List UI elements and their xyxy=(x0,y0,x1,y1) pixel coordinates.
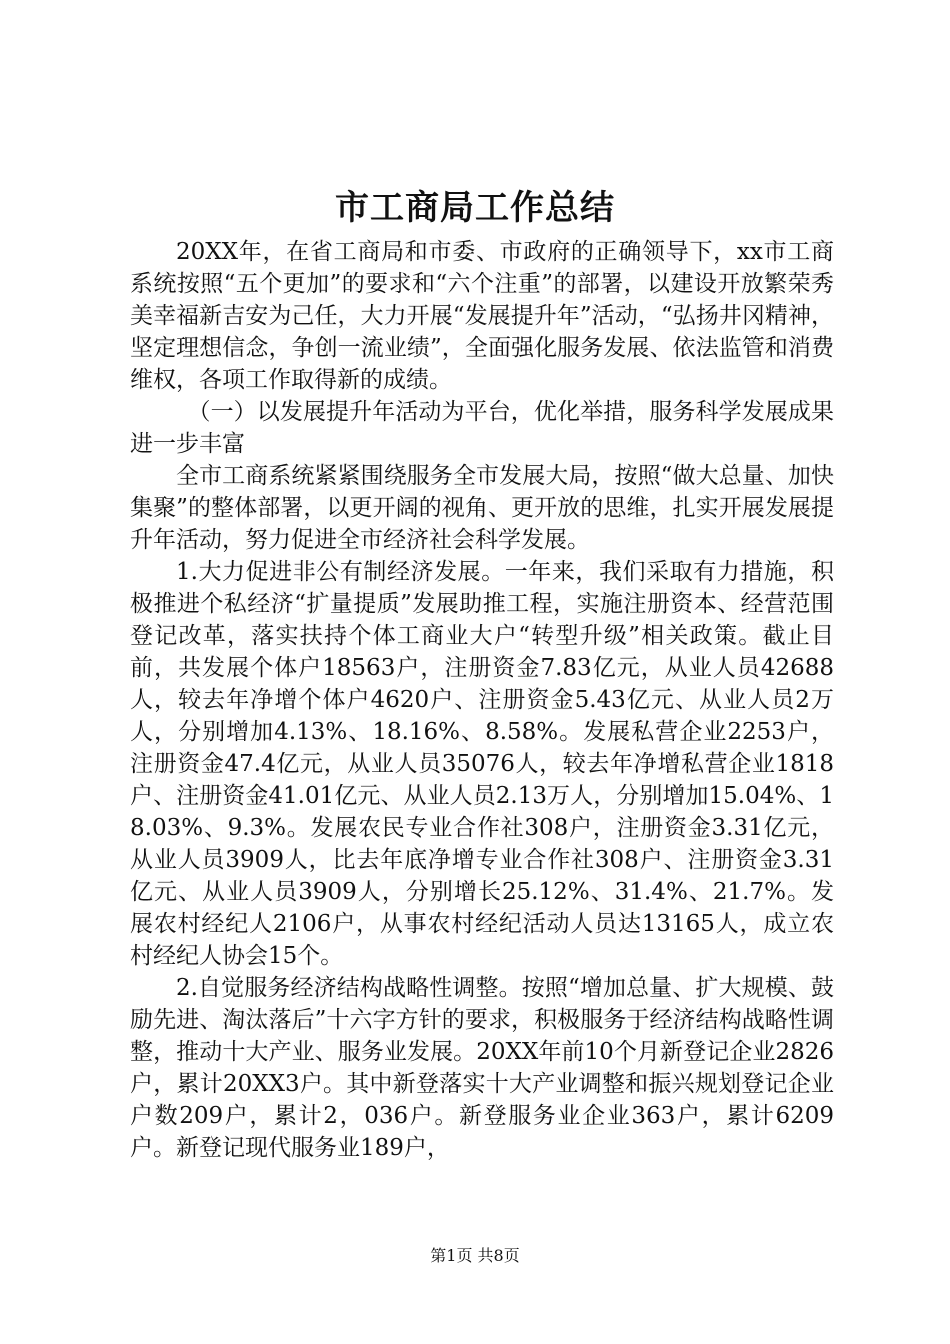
paragraph-intro: 20XX年，在省工商局和市委、市政府的正确领导下，xx市工商系统按照“五个更加”的要求和“六个注重”的部署，以建设开放繁荣秀美幸福新吉安为己任，大力开展“发展提升年”活动，“弘扬井冈精神，坚定理想信念，争创一流业绩”，全面强化服务发展、依法监管和消费维权，各项工作取得新的成绩。 xyxy=(130,239,834,393)
paragraph-item-1: 1.大力促进非公有制经济发展。一年来，我们采取有力措施，积极推进个私经济“扩量提质”发展助推工程，实施注册资本、经营范围登记改革，落实扶持个体工商业大户“转型升级”相关政策。截止目前，共发展个体户18563户，注册资金7.83亿元，从业人员42688人，较去年净增个体户4620户、注册资金5.43亿元、从业人员2万人，分别增加4.13%、18.16%、8.58%。发展私营企业2253户，注册资金47.4亿元，从业人员35076人，较去年净增私营企业1818户、注册资金41.01亿元、从业人员2.13万人，分别增加15.04%、18.03%、9.3%。发展农民专业合作社308户，注册资金3.31亿元，从业人员3909人，比去年底净增专业合作社308户、注册资金3.31亿元、从业人员3909人，分别增长25.12%、31.4%、21.7%。发展农村经纪人2106户，从事农村经纪活动人员达13165人，成立农村经纪人协会15个。 xyxy=(130,559,834,969)
document-title: 市工商局工作总结 xyxy=(335,188,615,228)
paragraph-item-2: 2.自觉服务经济结构战略性调整。按照“增加总量、扩大规模、鼓励先进、淘汰落后”十六字方针的要求，积极服务于经济结构战略性调整，推动十大产业、服务业发展。20XX年前10个月新登记企业2826户，累计20XX3户。其中新登落实十大产业调整和振兴规划登记企业户数209户，累计2，036户。新登服务业企业363户，累计6209户。新登记现代服务业189户， xyxy=(130,975,834,1161)
paragraph-overview: 全市工商系统紧紧围绕服务全市发展大局，按照“做大总量、加快集聚”的整体部署，以更开阔的视角、更开放的思维，扎实开展发展提升年活动，努力促进全市经济社会科学发展。 xyxy=(130,463,834,553)
section-heading: （一）以发展提升年活动为平台，优化举措，服务科学发展成果进一步丰富 xyxy=(130,399,834,457)
document-body xyxy=(130,236,834,1164)
page-number-footer: 第1页 共8页 xyxy=(430,1246,520,1265)
